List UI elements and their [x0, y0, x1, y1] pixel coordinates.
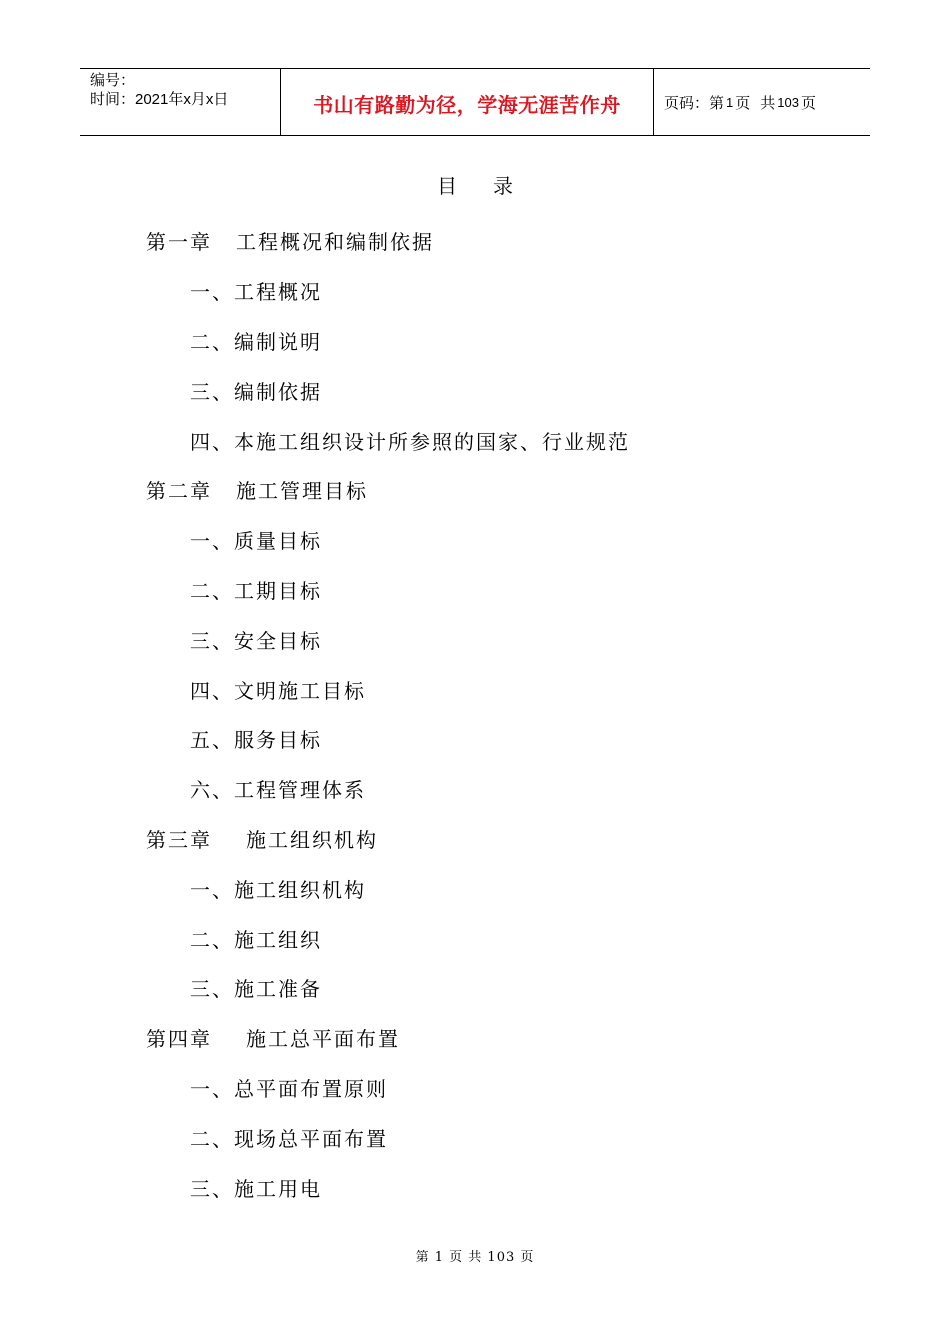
- toc-section[interactable]: [0, 913, 950, 963]
- toc-chapter[interactable]: [0, 1013, 950, 1063]
- toc-chapter[interactable]: [0, 465, 950, 515]
- toc-section[interactable]: [0, 565, 950, 615]
- header-page-info: [654, 69, 870, 135]
- page-footer: 第 1 页 共 103 页: [415, 1250, 535, 1265]
- chapter-title: 施工组织机构: [246, 827, 378, 852]
- page-header: [80, 68, 870, 136]
- time-label: 时间：2021年x月x日: [90, 91, 229, 108]
- header-meta: [80, 69, 281, 135]
- chapter-title: 施工管理目标: [236, 479, 368, 504]
- page-total: 103: [777, 94, 799, 110]
- page-suffix: 页: [800, 94, 816, 112]
- section-title: 二、现场总平面布置: [190, 1126, 388, 1151]
- toc-section[interactable]: [0, 266, 950, 316]
- page-total-prefix: 共: [760, 94, 776, 112]
- section-title: 四、本施工组织设计所参照的国家、行业规范: [190, 429, 630, 454]
- section-title: 二、工期目标: [190, 578, 322, 603]
- section-title: 三、编制依据: [190, 379, 322, 404]
- chapter-title: 工程概况和编制依据: [236, 230, 434, 255]
- toc-section[interactable]: [0, 764, 950, 814]
- page-current: 1: [726, 94, 734, 110]
- section-title: 三、施工用电: [190, 1176, 322, 1201]
- toc-section[interactable]: [0, 963, 950, 1013]
- toc-section[interactable]: [0, 316, 950, 366]
- toc-section[interactable]: [0, 415, 950, 465]
- toc-section[interactable]: [0, 664, 950, 714]
- chapter-number: 第二章: [146, 479, 212, 504]
- toc-section[interactable]: [0, 714, 950, 764]
- toc-section[interactable]: [0, 365, 950, 415]
- toc-section[interactable]: [0, 1162, 950, 1212]
- toc-section[interactable]: [0, 1063, 950, 1113]
- section-title: 四、文明施工目标: [190, 678, 366, 703]
- section-title: 二、施工组织: [190, 927, 322, 952]
- section-title: 三、安全目标: [190, 628, 322, 653]
- toc-section[interactable]: [0, 1112, 950, 1162]
- toc-section[interactable]: [0, 863, 950, 913]
- chapter-title: 施工总平面布置: [246, 1027, 400, 1052]
- chapter-number: 第三章: [146, 827, 212, 852]
- toc-list: [0, 216, 950, 1212]
- number-label: 编号：: [90, 72, 136, 89]
- toc-title: 目录: [437, 174, 549, 198]
- toc-section[interactable]: [0, 515, 950, 565]
- chapter-number: 第一章: [146, 230, 212, 255]
- section-title: 六、工程管理体系: [190, 778, 366, 803]
- page-mid: 页: [735, 94, 751, 112]
- toc-section[interactable]: [0, 614, 950, 664]
- section-title: 一、工程概况: [190, 280, 322, 305]
- toc-chapter[interactable]: [0, 814, 950, 864]
- section-title: 三、施工准备: [190, 977, 322, 1002]
- section-title: 一、质量目标: [190, 529, 322, 554]
- header-motto-cell: [281, 69, 654, 135]
- section-title: 一、施工组织机构: [190, 877, 366, 902]
- section-title: 二、编制说明: [190, 329, 322, 354]
- section-title: 五、服务目标: [190, 728, 322, 753]
- page-prefix: 页码：第: [664, 94, 725, 112]
- motto-text: 书山有路勤为径，学海无涯苦作舟: [313, 92, 621, 117]
- section-title: 一、总平面布置原则: [190, 1076, 388, 1101]
- toc-chapter[interactable]: [0, 216, 950, 266]
- chapter-number: 第四章: [146, 1027, 212, 1052]
